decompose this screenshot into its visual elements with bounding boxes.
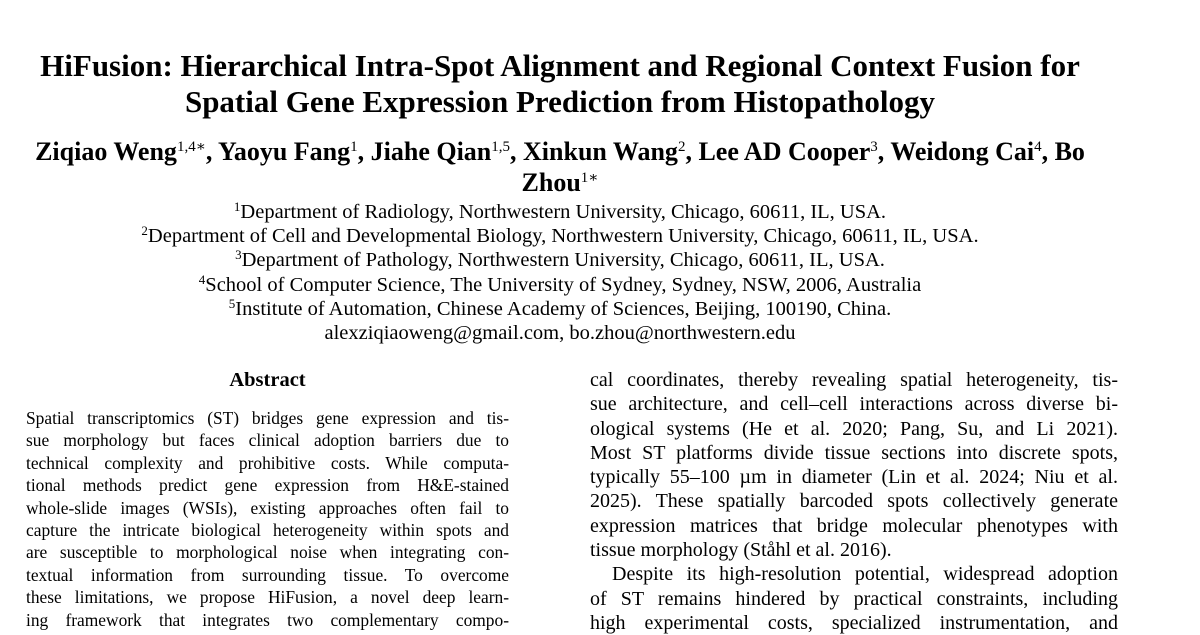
affiliation: [0, 297, 1120, 321]
abstract-line: are susceptible to morphological noise when integrating con-: [26, 542, 509, 563]
author-affil-sup: 1∗: [580, 170, 599, 186]
abstract-line: sue morphology but faces clinical adoption barriers due to: [26, 430, 509, 451]
abstract-line: ing framework that integrates two complementary compo-: [26, 609, 509, 630]
affiliation-list: [0, 200, 1120, 345]
intro-line: tissue morphology (Ståhl et al. 2016).: [590, 539, 892, 562]
author-line-1: Ziqiao Weng$^{1,4∗}$, Yaoyu Fang$^1$, Jiahe Qian$^{1,5}$, Xinkun Wang$^2$, Lee AD Cooper$^3$, Weidong Cai$^4$, Bo: [35, 137, 1085, 166]
author-name: Xinkun Wang: [523, 137, 678, 166]
affiliation: [0, 248, 1120, 272]
author-affil-sup: 1: [350, 139, 358, 155]
intro-line: expression matrices that bridge molecular phenotypes with: [590, 514, 1118, 537]
author-affil-sup: 4: [1034, 139, 1042, 155]
intro-line: 2025). These spatially barcoded spots collectively generate: [590, 490, 1118, 513]
affiliation-text: School of Computer Science, The University of Sydney, Sydney, NSW, 2006, Australia: [205, 273, 922, 296]
affiliation-text: Department of Pathology, Northwestern University, Chicago, 60611, IL, USA.: [241, 249, 885, 272]
author-name: Ziqiao Weng: [35, 137, 177, 166]
author-affil-sup: 2: [677, 139, 686, 155]
abstract-text: [26, 407, 509, 631]
affiliation: [0, 273, 1120, 297]
author-name: Lee AD Cooper: [698, 137, 871, 166]
abstract-line: tional methods predict gene expression from H&E-stained: [26, 475, 509, 496]
author-affil-sup: 1,4∗: [176, 139, 206, 155]
affiliation: [0, 200, 1120, 224]
affiliation-sup: 3: [235, 247, 242, 263]
abstract-line: capture the intricate biological heterogeneity within spots and: [26, 520, 509, 541]
abstract-line: Spatial transcriptomics (ST) bridges gene expression and tis-: [26, 408, 509, 428]
contact-emails[interactable]: alexziqiaoweng@gmail.com, bo.zhou@northwestern.edu: [324, 322, 796, 345]
abstract-line: these limitations, we propose HiFusion, a novel deep learn-: [26, 587, 509, 608]
author-name: Jiahe Qian: [370, 137, 492, 166]
author-name-last-part: Zhou: [521, 168, 581, 197]
author-line-2: [0, 167, 1120, 198]
author-name: Weidong Cai: [890, 137, 1035, 166]
author-affil-sup: 3: [870, 139, 878, 155]
affiliation-text: Institute of Automation, Chinese Academy of Sciences, Beijing, 100190, China.: [235, 297, 892, 320]
abstract-line: technical complexity and prohibitive costs. While computa-: [26, 452, 509, 473]
affiliation-sup: 5: [228, 295, 236, 311]
intro-line: high experimental costs, specialized instrumentation, and: [590, 611, 1118, 634]
intro-line: typically 55–100 µm in diameter (Lin et al. 2024; Niu et al.: [590, 466, 1118, 489]
abstract-line: whole-slide images (WSIs), existing approaches often fail to: [26, 497, 509, 518]
intro-line: ological systems (He et al. 2020; Pang, Su, and Li 2021).: [590, 417, 1118, 440]
author-affil-sup: 1,5: [491, 139, 511, 155]
intro-line: cal coordinates, thereby revealing spatial heterogeneity, tis-: [590, 369, 1118, 391]
intro-line: of ST remains hindered by practical constraints, including: [590, 587, 1118, 610]
paper-title: [0, 48, 1120, 120]
introduction-text: [590, 368, 1118, 635]
abstract-line: textual information from surrounding tissue. To overcome: [26, 564, 509, 585]
abstract-heading: Abstract: [229, 369, 306, 391]
affiliation-sup: 4: [198, 271, 206, 287]
intro-line: sue architecture, and cell–cell interactions across diverse bi-: [590, 393, 1118, 416]
intro-line: Despite its high-resolution potential, widespread adoption: [612, 563, 1118, 586]
author-list: [0, 136, 1120, 198]
affiliation-text: Department of Cell and Developmental Biology, Northwestern University, Chicago, 60611, IL, USA.: [147, 225, 979, 248]
affiliation: [0, 224, 1120, 248]
title-line-1: HiFusion: Hierarchical Intra-Spot Alignment and Regional Context Fusion for: [40, 48, 1080, 83]
affiliation-sup: 1: [233, 199, 241, 214]
author-name-first-part: Bo: [1054, 137, 1085, 166]
author-name: Yaoyu Fang: [217, 137, 351, 166]
intro-line: Most ST platforms divide tissue sections into discrete spots,: [590, 441, 1118, 464]
affiliation-sup: 2: [141, 223, 148, 239]
affiliation-text: Department of Radiology, Northwestern University, Chicago, 60611, IL, USA.: [240, 201, 887, 223]
title-line-2: Spatial Gene Expression Prediction from Histopathology: [184, 84, 936, 119]
